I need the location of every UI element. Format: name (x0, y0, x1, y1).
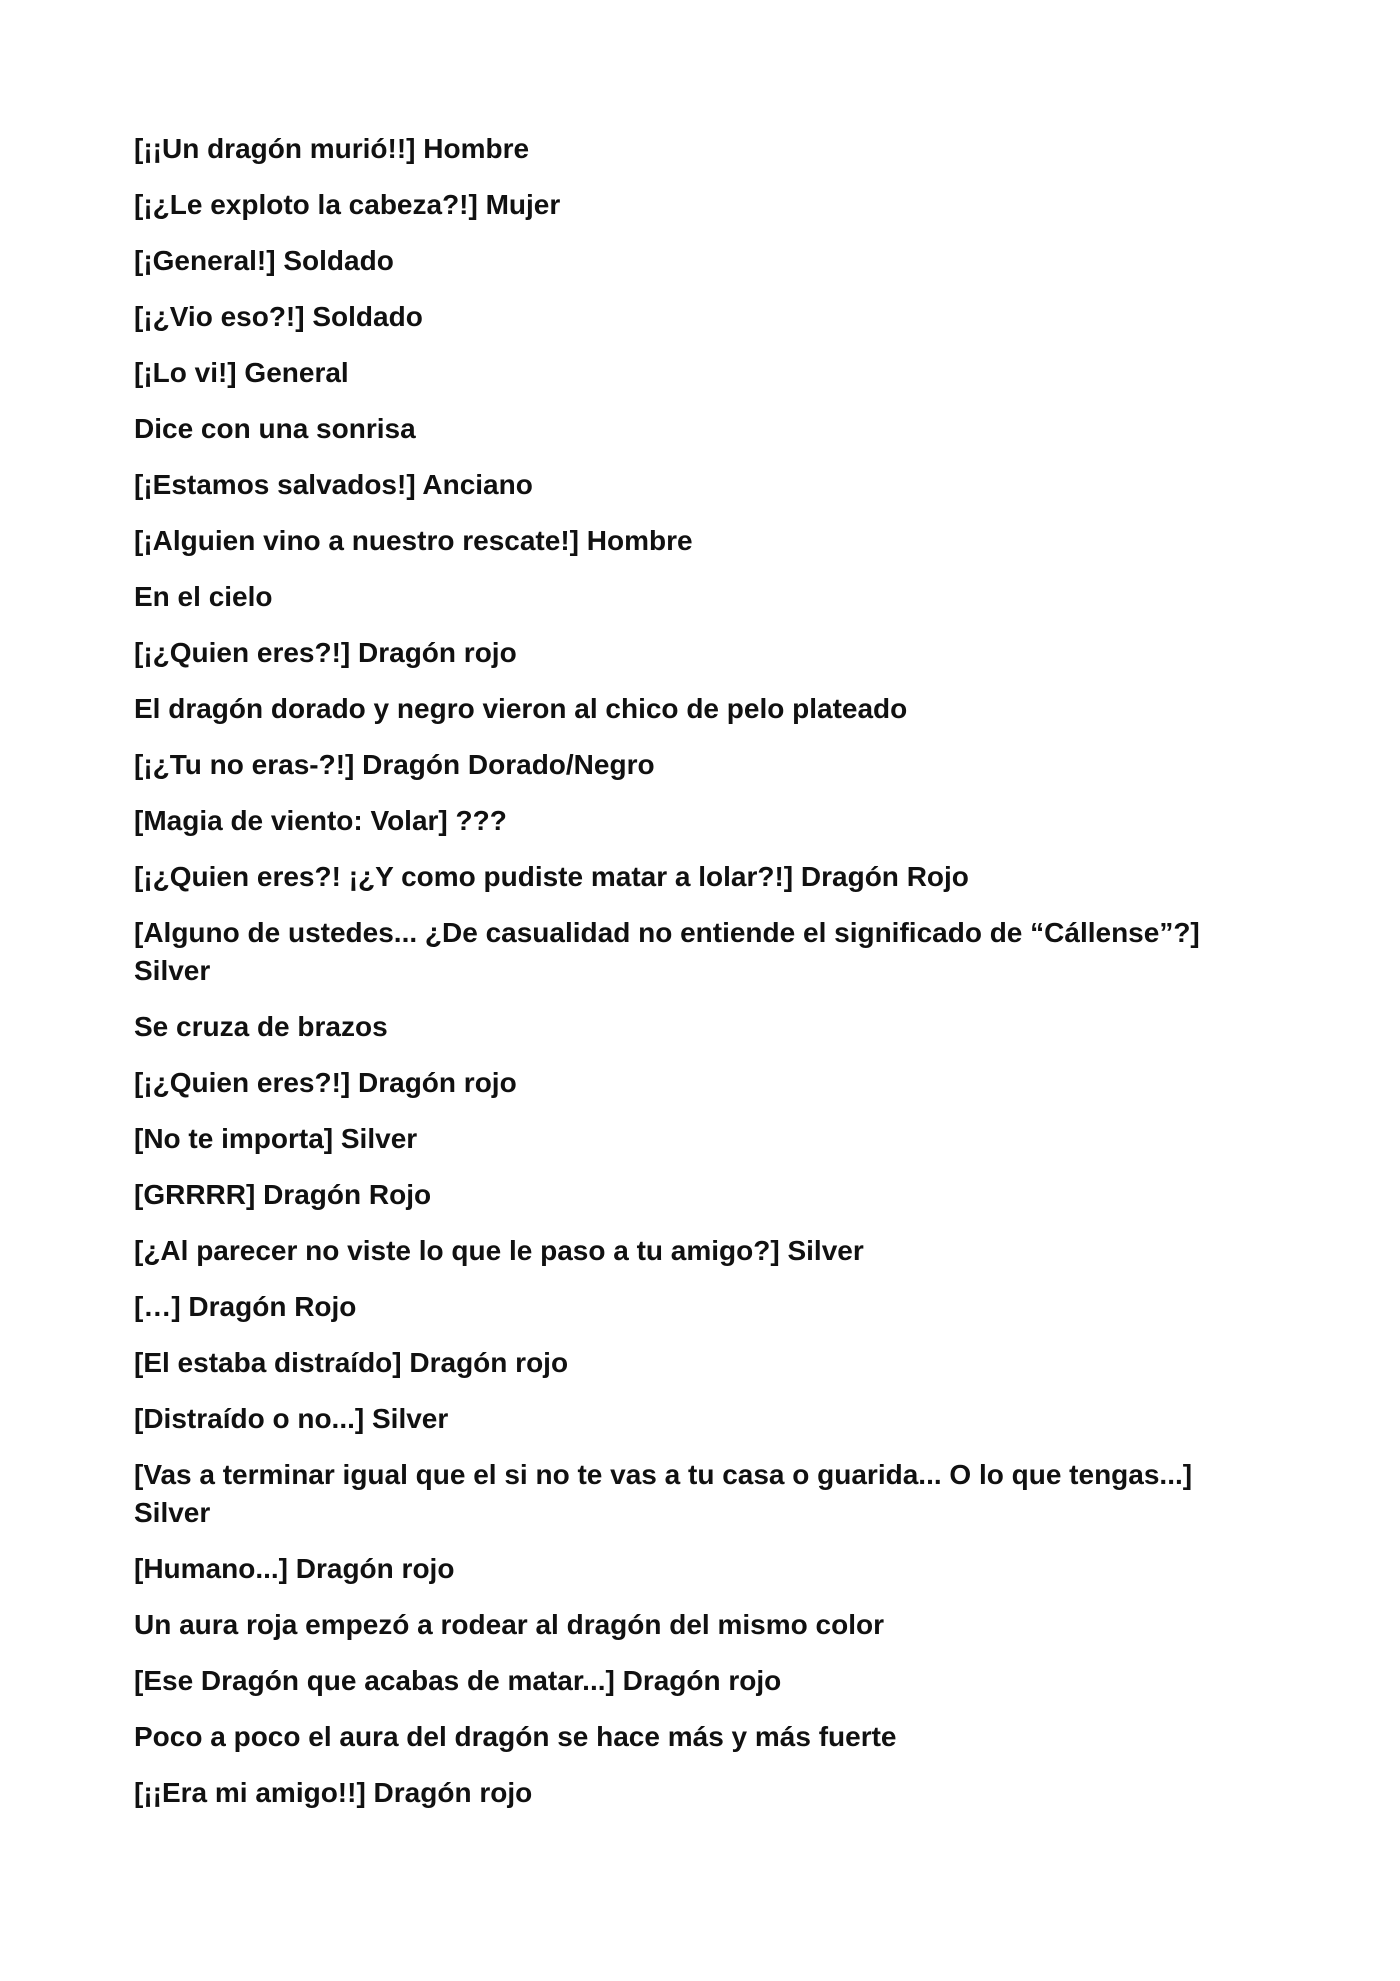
dialogue-line: [¡¿Le exploto la cabeza?!] Mujer (134, 189, 561, 220)
dialogue-line: [Vas a terminar igual que el si no te vas a tu casa o guarida... O lo que tengas...] Silver (134, 1459, 1193, 1528)
dialogue-line: [No te importa] Silver (134, 1123, 418, 1154)
dialogue-line: [El estaba distraído] Dragón rojo (134, 1347, 569, 1378)
dialogue-line: [¡¿Quien eres?!] Dragón rojo (134, 637, 517, 668)
dialogue-line: [¡¡Era mi amigo!!] Dragón rojo (134, 1777, 533, 1808)
dialogue-line: [Humano...] Dragón rojo (134, 1553, 455, 1584)
narration-line: Se cruza de brazos (134, 1011, 388, 1042)
dialogue-line: [¡¿Tu no eras-?!] Dragón Dorado/Negro (134, 749, 655, 780)
dialogue-line: [¡¿Quien eres?!] Dragón rojo (134, 1067, 517, 1098)
narration-line: Un aura roja empezó a rodear al dragón del mismo color (134, 1609, 884, 1640)
dialogue-line: [Alguno de ustedes... ¿De casualidad no entiende el significado de “Cállense”?] Silver (134, 917, 1200, 986)
narration-line: Poco a poco el aura del dragón se hace más y más fuerte (134, 1721, 897, 1752)
narration-line: El dragón dorado y negro vieron al chico de pelo plateado (134, 693, 908, 724)
dialogue-line: [Magia de viento: Volar] ??? (134, 805, 507, 836)
dialogue-line: [¡¿Quien eres?! ¡¿Y como pudiste matar a lolar?!] Dragón Rojo (134, 861, 969, 892)
dialogue-line: […] Dragón Rojo (134, 1291, 357, 1322)
dialogue-line: [¿Al parecer no viste lo que le paso a tu amigo?] Silver (134, 1235, 864, 1266)
narration-line: En el cielo (134, 581, 273, 612)
dialogue-line: [¡Lo vi!] General (134, 357, 349, 388)
dialogue-line: [Ese Dragón que acabas de matar...] Dragón rojo (134, 1665, 782, 1696)
dialogue-line: [¡¿Vio eso?!] Soldado (134, 301, 423, 332)
dialogue-line: [¡Alguien vino a nuestro rescate!] Hombre (134, 525, 693, 556)
dialogue-line: [¡¡Un dragón murió!!] Hombre (134, 133, 530, 164)
narration-line: Dice con una sonrisa (134, 413, 416, 444)
document-body (134, 130, 1244, 1830)
dialogue-line: [Distraído o no...] Silver (134, 1403, 449, 1434)
dialogue-line: [GRRRR] Dragón Rojo (134, 1179, 432, 1210)
dialogue-line: [¡General!] Soldado (134, 245, 394, 276)
dialogue-line: [¡Estamos salvados!] Anciano (134, 469, 533, 500)
